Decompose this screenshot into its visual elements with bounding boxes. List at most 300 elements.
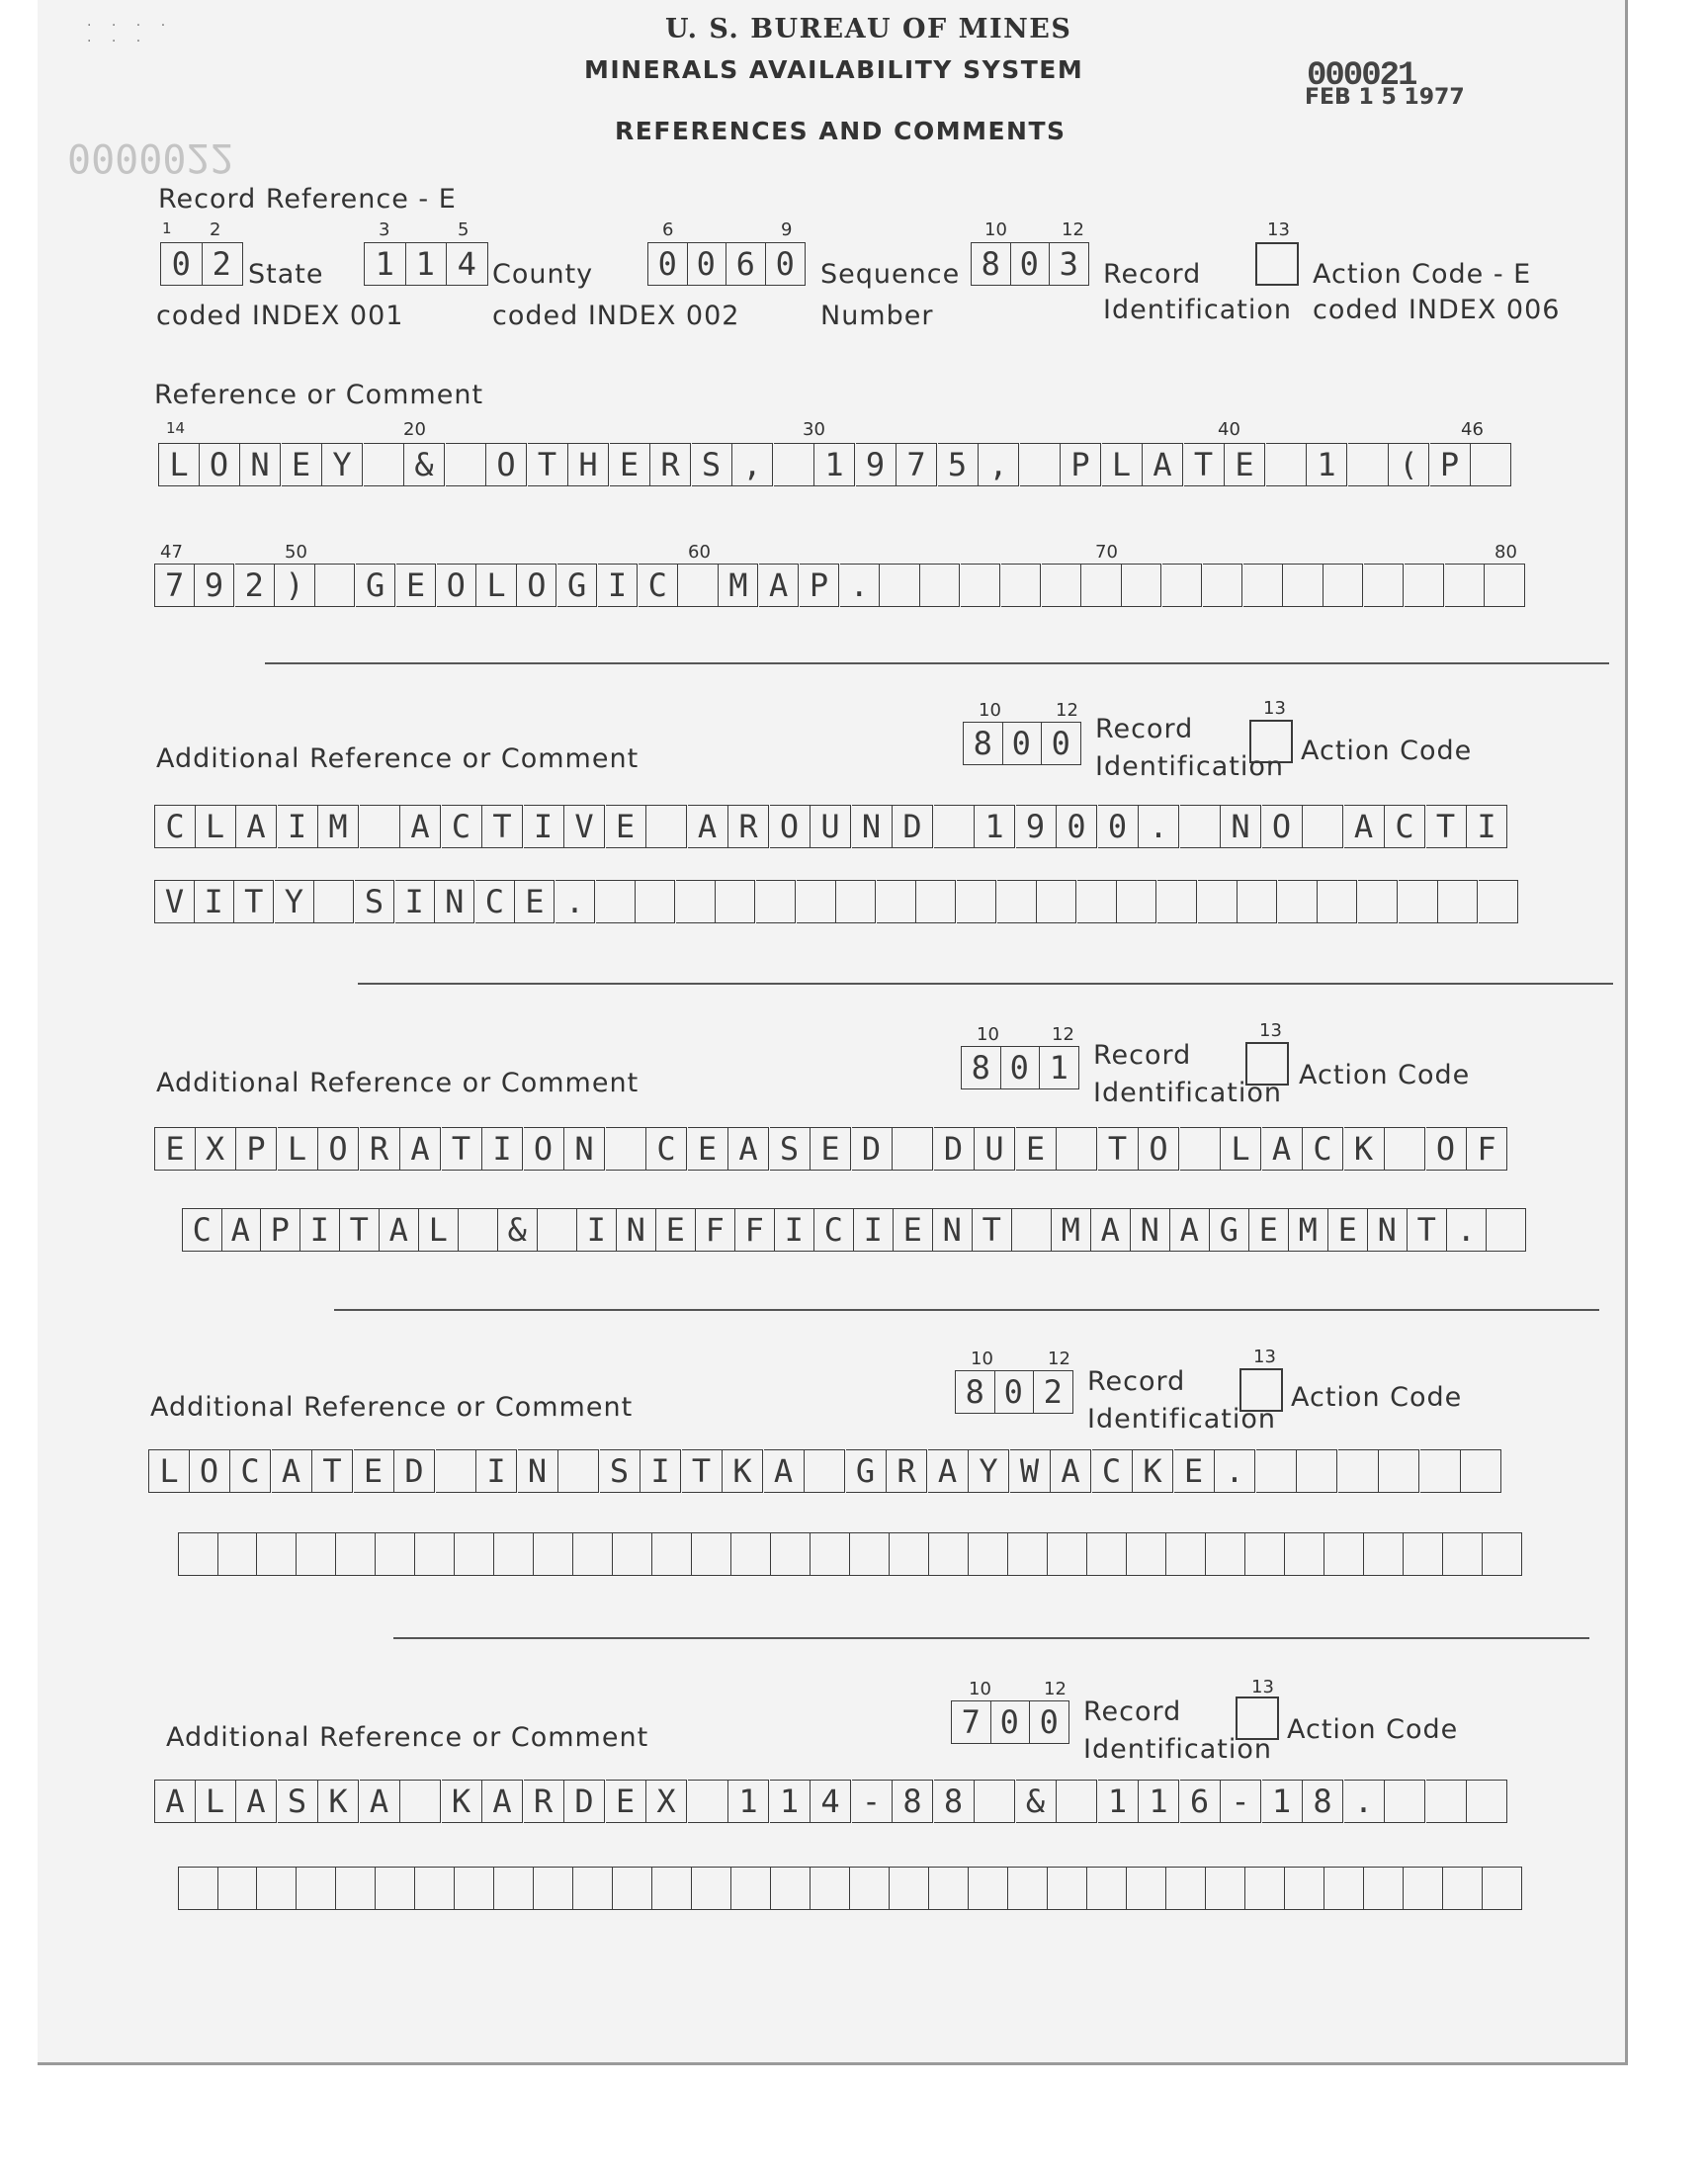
- char-cell: [955, 1370, 995, 1414]
- cell-char: 0: [657, 245, 677, 283]
- char-cell: [929, 1867, 969, 1910]
- cell-char: I: [486, 1452, 506, 1490]
- cell-char: A: [230, 1211, 250, 1249]
- char-cell: [573, 1532, 613, 1576]
- cell-char: K: [451, 1783, 471, 1820]
- cell-char: (: [1399, 446, 1418, 483]
- char-cell: [688, 1127, 728, 1171]
- char-cell: [893, 805, 933, 848]
- char-cell: [217, 1532, 257, 1576]
- char-cell: [814, 443, 855, 486]
- char-cell: [1483, 1532, 1522, 1576]
- char-cell: [893, 1127, 933, 1171]
- char-cell: [1139, 1780, 1179, 1823]
- char-cell: [340, 1208, 380, 1252]
- char-cell: [606, 1780, 646, 1823]
- char-cell: [652, 1867, 692, 1910]
- char-cell: [1051, 1449, 1091, 1493]
- char-cell: [200, 443, 240, 486]
- char-cell: [494, 1532, 534, 1576]
- add1-action-code-box[interactable]: [1249, 720, 1293, 763]
- char-cell: [528, 443, 568, 486]
- cell-char: O: [1271, 808, 1292, 845]
- cell-char: T: [1435, 808, 1456, 845]
- cell-char: 1: [1317, 446, 1336, 483]
- char-cell: [360, 805, 400, 848]
- char-cell: [969, 1867, 1008, 1910]
- char-cell: [1285, 1532, 1324, 1576]
- add4-record-id-field[interactable]: [951, 1700, 1071, 1744]
- char-cell: [297, 1532, 336, 1576]
- char-cell: [1131, 1208, 1170, 1252]
- char-cell: [482, 1127, 523, 1171]
- char-cell: [728, 1780, 769, 1823]
- cell-char: N: [1140, 1211, 1159, 1249]
- char-cell: [1245, 1532, 1285, 1576]
- cell-char: A: [1271, 1130, 1292, 1168]
- char-cell: [278, 1127, 318, 1171]
- cell-char: X: [656, 1783, 676, 1820]
- char-cell: [646, 1127, 687, 1171]
- cell-char: 6: [1189, 1783, 1210, 1820]
- cell-char: D: [861, 1130, 882, 1168]
- county-label: County: [492, 259, 594, 290]
- state-sublabel: coded INDEX 001: [156, 301, 404, 331]
- cell-char: F: [705, 1211, 725, 1249]
- cell-char: -: [1231, 1783, 1250, 1820]
- add4-id-col-end: 12: [1044, 1679, 1067, 1699]
- cell-char: G: [567, 566, 587, 604]
- char-cell: [731, 1867, 771, 1910]
- char-cell: [1303, 1127, 1343, 1171]
- cell-char: E: [1258, 1211, 1278, 1249]
- char-cell: [1210, 1208, 1249, 1252]
- char-cell: [613, 1867, 652, 1910]
- cell-char: K: [328, 1783, 348, 1820]
- cell-char: E: [1235, 446, 1254, 483]
- add1-id-col-start: 10: [979, 700, 1001, 721]
- char-cell: [735, 1208, 775, 1252]
- char-cell: [811, 1532, 850, 1576]
- cell-char: ): [285, 566, 304, 604]
- char-cell: [880, 564, 919, 607]
- cell-char: 8: [973, 725, 992, 762]
- record-id-sublabel: Identification: [1103, 295, 1293, 325]
- char-cell: [1445, 564, 1485, 607]
- county-field[interactable]: [364, 242, 490, 286]
- cell-char: P: [1439, 446, 1460, 483]
- char-cell: [380, 1208, 419, 1252]
- char-cell: [850, 1867, 890, 1910]
- char-cell: [957, 880, 996, 923]
- cell-char: N: [942, 1211, 962, 1249]
- char-cell: [1091, 1208, 1131, 1252]
- char-cell: [315, 564, 355, 607]
- cell-char: A: [738, 1130, 758, 1168]
- cell-char: A: [697, 808, 718, 845]
- cell-char: .: [1456, 1211, 1476, 1249]
- char-cell: [774, 443, 814, 486]
- cell-char: 2: [1043, 1373, 1063, 1411]
- cell-char: 1: [415, 245, 435, 283]
- char-cell: [1324, 1867, 1364, 1910]
- cell-char: H: [578, 446, 598, 483]
- char-cell: [446, 443, 486, 486]
- char-cell: [1008, 1532, 1048, 1576]
- action-code-box[interactable]: [1255, 242, 1299, 286]
- char-cell: [230, 1449, 271, 1493]
- system-title: MINERALS AVAILABILITY SYSTEM: [584, 55, 1084, 84]
- record-id-col-end: 12: [1062, 219, 1084, 240]
- cell-char: .: [849, 566, 869, 604]
- cell-char: G: [366, 566, 385, 604]
- cell-char: C: [451, 808, 471, 845]
- cell-char: I: [607, 566, 628, 604]
- char-cell: [154, 805, 196, 848]
- cell-char: P: [270, 1211, 290, 1249]
- cell-char: A: [1061, 1452, 1080, 1490]
- cell-char: 7: [961, 1703, 981, 1741]
- char-cell: [364, 242, 406, 286]
- add2-record-id-field[interactable]: [961, 1046, 1081, 1089]
- cell-char: 0: [1051, 725, 1070, 762]
- char-cell: [1042, 722, 1081, 765]
- agency-title: U. S. BUREAU OF MINES: [665, 14, 1072, 44]
- add2-action-col: 13: [1259, 1020, 1282, 1041]
- char-cell: [1133, 1449, 1173, 1493]
- char-cell: [360, 1127, 400, 1171]
- cell-char: ,: [988, 446, 1008, 483]
- cell-char: 0: [775, 245, 795, 283]
- char-cell: [314, 880, 354, 923]
- cell-char: F: [1477, 1130, 1496, 1168]
- char-cell: [1399, 880, 1438, 923]
- cell-char: 4: [820, 1783, 840, 1820]
- cell-char: 0: [696, 245, 716, 283]
- comment-line-1[interactable]: [158, 443, 1514, 486]
- char-cell: [1283, 564, 1323, 607]
- char-cell: [400, 1127, 441, 1171]
- char-cell: [647, 242, 688, 286]
- char-cell: [524, 1127, 564, 1171]
- char-cell: [534, 1867, 573, 1910]
- cell-char: E: [615, 808, 636, 845]
- cell-char: 1: [824, 446, 844, 483]
- add2-line-1[interactable]: [154, 1127, 1510, 1171]
- add3-action-code-box[interactable]: [1239, 1368, 1283, 1412]
- char-cell: [1426, 1127, 1467, 1171]
- cell-char: L: [1111, 446, 1132, 483]
- add4-action-code-box[interactable]: [1236, 1696, 1279, 1740]
- ghost-number: 0000022: [67, 134, 234, 180]
- char-cell: [1344, 1127, 1385, 1171]
- col-30: 30: [803, 419, 825, 440]
- col-80: 80: [1494, 542, 1517, 563]
- char-cell: [1368, 1208, 1408, 1252]
- char-cell: [1221, 1127, 1261, 1171]
- char-cell: [854, 1208, 894, 1252]
- cell-char: E: [291, 446, 311, 483]
- char-cell: [564, 805, 605, 848]
- cell-char: O: [199, 1452, 219, 1490]
- cell-char: E: [1025, 1130, 1046, 1168]
- char-cell: [1262, 1127, 1303, 1171]
- char-cell: [447, 242, 488, 286]
- char-cell: [1057, 1127, 1097, 1171]
- sequence-label: Sequence: [820, 259, 961, 290]
- char-cell: [1318, 880, 1357, 923]
- cell-char: 8: [981, 245, 1000, 283]
- cell-char: 9: [204, 566, 224, 604]
- cell-char: A: [937, 1452, 958, 1490]
- char-cell: [975, 1127, 1015, 1171]
- char-cell: [318, 805, 359, 848]
- cell-char: E: [820, 1130, 840, 1168]
- cell-char: 9: [1025, 808, 1046, 845]
- cell-char: R: [897, 1452, 916, 1490]
- char-cell: [1215, 1449, 1255, 1493]
- char-cell: [415, 1867, 455, 1910]
- char-cell: [1221, 1780, 1261, 1823]
- cell-char: N: [1231, 808, 1250, 845]
- char-cell: [1127, 1867, 1166, 1910]
- char-cell: [1262, 1780, 1303, 1823]
- char-cell: [1471, 443, 1511, 486]
- action-col: 13: [1267, 219, 1290, 240]
- char-cell: [564, 1127, 605, 1171]
- cell-char: N: [445, 883, 465, 920]
- char-cell: [688, 1780, 728, 1823]
- cell-char: E: [697, 1130, 718, 1168]
- char-cell: [1166, 1867, 1206, 1910]
- cell-char: U: [984, 1130, 1004, 1168]
- char-cell: [1010, 242, 1050, 286]
- char-cell: [1139, 1127, 1179, 1171]
- char-cell: [435, 880, 474, 923]
- char-cell: [1256, 1449, 1297, 1493]
- char-cell: [836, 880, 876, 923]
- cell-char: I: [784, 1211, 804, 1249]
- char-cell: [1000, 1046, 1040, 1089]
- add2-label: Additional Reference or Comment: [156, 1068, 640, 1098]
- char-cell: [1098, 1780, 1139, 1823]
- cell-char: G: [855, 1452, 876, 1490]
- add2-id-col-end: 12: [1052, 1024, 1074, 1045]
- cell-char: I: [1477, 808, 1496, 845]
- char-cell: [897, 443, 937, 486]
- char-cell: [613, 1532, 652, 1576]
- sequence-col-start: 6: [662, 219, 674, 240]
- add2-record-label: Record: [1093, 1040, 1192, 1071]
- cell-char: .: [564, 883, 585, 920]
- char-cell: [1127, 1532, 1166, 1576]
- char-cell: [1389, 443, 1429, 486]
- cell-char: E: [525, 883, 545, 920]
- col-50: 50: [285, 542, 307, 563]
- comment-line-2[interactable]: [154, 564, 1527, 607]
- cell-char: I: [533, 808, 554, 845]
- cell-char: E: [619, 446, 640, 483]
- cell-char: D: [404, 1452, 424, 1490]
- cell-char: I: [287, 808, 307, 845]
- char-cell: [997, 880, 1037, 923]
- cell-char: E: [665, 1211, 685, 1249]
- char-cell: [1297, 1449, 1337, 1493]
- char-cell: [775, 1208, 814, 1252]
- cell-char: 0: [1067, 808, 1086, 845]
- char-cell: [154, 1780, 196, 1823]
- cell-char: 1: [738, 1783, 758, 1820]
- char-cell: [811, 1780, 851, 1823]
- char-cell: [236, 805, 277, 848]
- char-cell: [577, 1208, 617, 1252]
- char-cell: [811, 1127, 851, 1171]
- char-cell: [1262, 805, 1303, 848]
- char-cell: [692, 1867, 731, 1910]
- char-cell: [975, 805, 1015, 848]
- char-cell: [442, 1780, 482, 1823]
- char-cell: [687, 242, 726, 286]
- char-cell: [1048, 1532, 1087, 1576]
- char-cell: [1048, 1867, 1087, 1910]
- char-cell: [1443, 1867, 1483, 1910]
- form-title: REFERENCES AND COMMENTS: [615, 117, 1067, 145]
- cell-char: O: [496, 446, 516, 483]
- char-cell: [1289, 1208, 1328, 1252]
- cell-char: C: [823, 1211, 843, 1249]
- cell-char: C: [165, 808, 185, 845]
- add4-record-sublabel: Identification: [1083, 1734, 1273, 1765]
- add3-line-1[interactable]: [148, 1449, 1504, 1493]
- add3-label: Additional Reference or Comment: [150, 1392, 634, 1423]
- add1-record-id-field[interactable]: [963, 722, 1083, 765]
- cell-char: 7: [906, 446, 926, 483]
- char-cell: [515, 880, 555, 923]
- char-cell: [195, 880, 234, 923]
- char-cell: [1016, 1780, 1057, 1823]
- cell-char: L: [159, 1452, 179, 1490]
- char-cell: [436, 1449, 476, 1493]
- char-cell: [850, 1532, 890, 1576]
- cell-char: I: [492, 1130, 512, 1168]
- char-cell: [1061, 443, 1101, 486]
- char-cell: [234, 880, 274, 923]
- cell-char: 8: [943, 1783, 964, 1820]
- add2-action-code-box[interactable]: [1245, 1042, 1289, 1086]
- cell-char: X: [205, 1130, 225, 1168]
- cell-char: N: [1377, 1211, 1397, 1249]
- char-cell: [1030, 1700, 1069, 1744]
- char-cell: [1225, 443, 1265, 486]
- add3-line-2[interactable]: [178, 1532, 1524, 1576]
- char-cell: [568, 443, 609, 486]
- char-cell: [975, 1780, 1015, 1823]
- char-cell: [951, 1700, 991, 1744]
- cell-char: K: [1353, 1130, 1374, 1168]
- char-cell: [606, 805, 646, 848]
- add1-action-col: 13: [1263, 698, 1286, 719]
- char-cell: [1157, 880, 1197, 923]
- char-cell: [400, 805, 441, 848]
- add4-line-1[interactable]: [154, 1780, 1510, 1823]
- cell-char: .: [1149, 808, 1168, 845]
- char-cell: [811, 805, 851, 848]
- cell-char: A: [410, 808, 430, 845]
- sequence-field[interactable]: [647, 242, 808, 286]
- cell-char: 0: [1003, 1373, 1023, 1411]
- char-cell: [1042, 564, 1081, 607]
- cell-char: T: [982, 1211, 1001, 1249]
- char-cell: [1443, 1532, 1483, 1576]
- cell-char: D: [943, 1130, 964, 1168]
- record-id-field[interactable]: [971, 242, 1091, 286]
- section-divider: [393, 1637, 1589, 1639]
- char-cell: [196, 1780, 236, 1823]
- add1-line-2[interactable]: [154, 880, 1520, 923]
- cell-char: N: [626, 1211, 645, 1249]
- char-cell: [811, 1867, 850, 1910]
- char-cell: [1461, 1449, 1501, 1493]
- char-cell: [800, 564, 839, 607]
- char-cell: [893, 1780, 933, 1823]
- cell-char: 5: [947, 446, 968, 483]
- state-field[interactable]: [160, 242, 245, 286]
- cell-char: F: [744, 1211, 764, 1249]
- cell-char: E: [165, 1130, 185, 1168]
- action-code-sublabel: coded INDEX 006: [1313, 295, 1561, 325]
- char-cell: [236, 1127, 277, 1171]
- add1-line-1[interactable]: [154, 805, 1510, 848]
- cell-char: 3: [1059, 245, 1078, 283]
- char-cell: [1143, 443, 1183, 486]
- char-cell: [476, 564, 516, 607]
- section-divider: [358, 983, 1613, 985]
- cell-char: N: [527, 1452, 548, 1490]
- cell-char: Y: [332, 446, 352, 483]
- cell-char: &: [1025, 1783, 1046, 1820]
- add1-action-label: Action Code: [1301, 736, 1473, 766]
- char-cell: [318, 1127, 359, 1171]
- cell-char: T: [1416, 1211, 1436, 1249]
- char-cell: [887, 1449, 927, 1493]
- char-cell: [360, 1780, 400, 1823]
- char-cell: [617, 1208, 656, 1252]
- char-cell: [405, 242, 447, 286]
- cell-char: A: [281, 1452, 301, 1490]
- add2-line-2[interactable]: [182, 1208, 1528, 1252]
- col-20: 20: [403, 419, 426, 440]
- col-40: 40: [1218, 419, 1240, 440]
- cell-char: R: [738, 808, 758, 845]
- char-cell: [217, 1867, 257, 1910]
- char-cell: [455, 1532, 494, 1576]
- char-cell: [1180, 805, 1221, 848]
- cell-char: 1: [1149, 1783, 1168, 1820]
- cell-char: 0: [1107, 808, 1128, 845]
- char-cell: [1243, 564, 1283, 607]
- cell-char: 1: [779, 1783, 800, 1820]
- char-cell: [640, 1449, 681, 1493]
- char-cell: [969, 1449, 1009, 1493]
- add3-id-col-start: 10: [971, 1348, 993, 1369]
- add3-record-id-field[interactable]: [955, 1370, 1075, 1414]
- char-cell: [1426, 805, 1467, 848]
- char-cell: [961, 1046, 1001, 1089]
- char-cell: [538, 1208, 577, 1252]
- cell-char: 1: [1049, 1049, 1068, 1087]
- char-cell: [236, 1780, 277, 1823]
- add4-line-2[interactable]: [178, 1867, 1524, 1910]
